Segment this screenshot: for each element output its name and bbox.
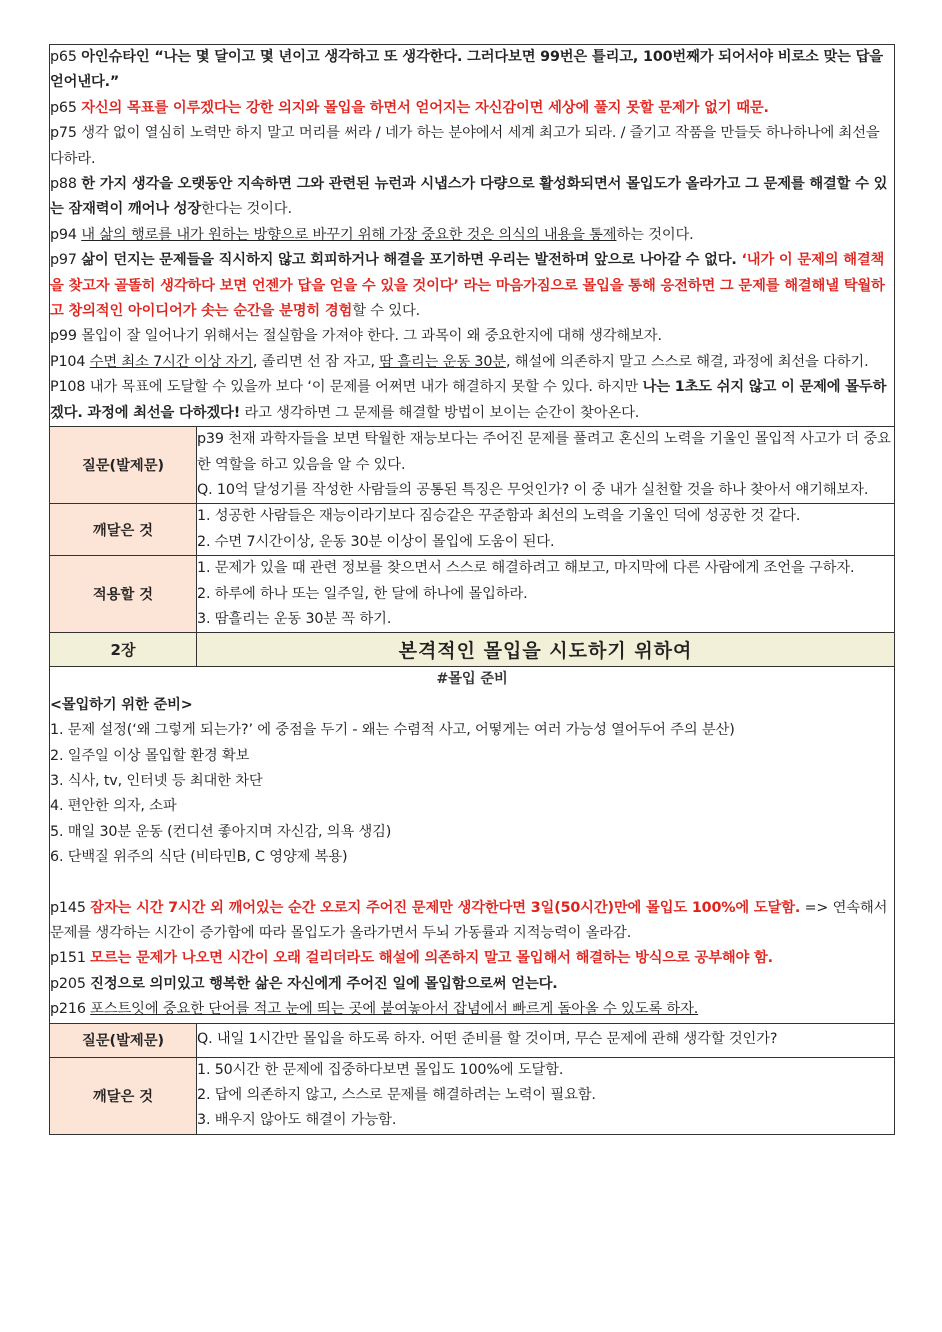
list-item: 3. 식사, tv, 인터넷 등 최대한 차단 (50, 772, 263, 789)
note-p88: p88 한 가지 생각을 오랫동안 지속하면 그와 관련된 뉴런과 시냅스가 다량으로 활성화되면서 몰입도가 올라가고 그 문제를 해결할 수 있는 잠재력이 깨어나 성장한다는 것이다. (50, 176, 888, 218)
apply-label: 적용할 것 (50, 556, 197, 633)
list-item: 1. 성공한 사람들은 재능이라기보다 짐승같은 꾸준함과 최선의 노력을 기울인 덕에 성공한 것 같다. (197, 508, 801, 525)
note-p65b: p65 자신의 목표를 이루겠다는 강한 의지와 몰입을 하면서 얻어지는 자신감이면 세상에 풀지 못할 문제가 없기 때문. (50, 99, 769, 116)
question-label: 질문(발제문) (50, 1023, 197, 1057)
chapter-notes-cell (50, 667, 895, 1023)
note-p145: p145 잠자는 시간 7시간 외 깨어있는 순간 오로지 주어진 문제만 생각한다면 3일(50시간)만에 몰입도 100%에 도달함. => 연속해서 문제를 생각하는 시간이 증가함에 따라 몰입도가 올라가면서 두뇌 가동률과 지적능력이 올라감. (50, 899, 888, 941)
realization-content (197, 1057, 895, 1134)
list-item: 2. 수면 7시간이상, 운동 30분 이상이 몰입에 도움이 된다. (197, 533, 555, 550)
list-item: 2. 일주일 이상 몰입할 환경 확보 (50, 747, 250, 764)
list-item: 3. 배우지 않아도 해결이 가능함. (197, 1112, 397, 1129)
question-label: 질문(발제문) (50, 427, 197, 504)
note-p151: p151 모르는 문제가 나오면 시간이 오래 걸리더라도 해설에 의존하지 말고 몰입해서 해결하는 방식으로 공부해야 함. (50, 950, 773, 967)
realization-label: 깨달은 것 (50, 1057, 197, 1134)
question-text: Q. 10억 달성기를 작성한 사람들의 공통된 특징은 무엇인가? 이 중 내가 실천할 것을 하나 찾아서 얘기해보자. (197, 481, 869, 498)
question-row-1 (50, 427, 895, 504)
list-item: 3. 땀흘리는 운동 30분 꼭 하기. (197, 610, 392, 627)
top-notes-row (50, 45, 895, 427)
note-p104: P104 수면 최소 7시간 이상 자기, 졸리면 선 잠 자고, 땀 흘리는 운동 30분, 해설에 의존하지 말고 스스로 해결, 과정에 최선을 다하기. (50, 353, 869, 370)
list-item: 6. 단백질 위주의 식단 (비타민B, C 영양제 복용) (50, 849, 348, 866)
chapter-row (50, 633, 895, 667)
apply-row (50, 556, 895, 633)
chapter-label: 2장 (50, 633, 197, 667)
list-item: 1. 50시간 한 문제에 집중하다보면 몰입도 100%에 도달함. (197, 1061, 564, 1078)
question-content (197, 427, 895, 504)
list-item: 1. 문제 설정(‘왜 그렇게 되는가?’ 에 중점을 두기 - 왜는 수렴적 사고, 어떻게는 여러 가능성 열어두어 주의 분산) (50, 722, 735, 739)
note-p75: p75 생각 없이 열심히 노력만 하지 말고 머리를 써라 / 네가 하는 분야에서 세계 최고가 되라. / 즐기고 작품을 만들듯 하나하나에 최선을 다하라. (50, 125, 880, 167)
realization-row-1 (50, 504, 895, 556)
list-item: 4. 편안한 의자, 소파 (50, 798, 177, 815)
note-p99: p99 몰입이 잘 일어나기 위해서는 절실함을 가져야 한다. 그 과목이 왜 중요한지에 대해 생각해보자. (50, 328, 662, 345)
list-item: 2. 답에 의존하지 않고, 스스로 문제를 해결하려는 노력이 필요함. (197, 1087, 596, 1104)
note-p108: P108 내가 목표에 도달할 수 있을까 보다 ‘이 문제를 어쩌면 내가 해결하지 못할 수 있다. 하지만 나는 1초도 쉬지 않고 이 문제에 몰두하겠다. 과정에 최선을 다하겠다! 라고 생각하면 그 문제를 해결할 방법이 보이는 순간이 찾아온다. (50, 379, 887, 421)
spacer (50, 871, 894, 896)
note-p97: p97 삶이 던지는 문제들을 직시하지 않고 회피하거나 해결을 포기하면 우리는 발전하며 앞으로 나아갈 수 없다. ‘내가 이 문제의 해결책을 찾고자 골똘히 생각하다 보면 언젠가 답을 얻을 수 있을 것이다’ 라는 마음가짐으로 몰입을 통해 응전하면 그 문제를 해결해낼 탁월하고 창의적인 아이디어가 솟는 순간을 분명히 경험할 수 있다. (50, 252, 885, 320)
section-heading: <몰입하기 위한 준비> (50, 696, 193, 713)
list-item: 5. 매일 30분 운동 (컨디션 좋아지며 자신감, 의욕 생김) (50, 823, 392, 840)
chapter-title: 본격적인 몰입을 시도하기 위하여 (197, 633, 895, 667)
apply-content (197, 556, 895, 633)
question-context: p39 천재 과학자들을 보면 탁월한 재능보다는 주어진 문제를 풀려고 혼신의 노력을 기울인 몰입적 사고가 더 중요한 역할을 하고 있음을 알 수 있다. (197, 431, 891, 473)
realization-label: 깨달은 것 (50, 504, 197, 556)
note-p65a: p65 아인슈타인 “나는 몇 달이고 몇 년이고 생각하고 또 생각한다. 그러다보면 99번은 틀리고, 100번째가 되어서야 비로소 맞는 답을 얻어낸다.” (50, 49, 883, 91)
note-p216: p216 포스트잇에 중요한 단어를 적고 눈에 띄는 곳에 붙여놓아서 잡념에서 빠르게 돌아올 수 있도록 하자. (50, 1001, 699, 1018)
realization-content (197, 504, 895, 556)
note-p94: p94 내 삶의 행로를 내가 원하는 방향으로 바꾸기 위해 가장 중요한 것은 의식의 내용을 통제하는 것이다. (50, 226, 694, 243)
list-item: 1. 문제가 있을 때 관련 정보를 찾으면서 스스로 해결하려고 해보고, 마지막에 다른 사람에게 조언을 구하자. (197, 560, 855, 577)
reading-notes-table (49, 44, 895, 1135)
realization-row-2 (50, 1057, 895, 1134)
section-hashtag: #몰입 준비 (436, 671, 508, 688)
list-item: 2. 하루에 하나 또는 일주일, 한 달에 하나에 몰입하라. (197, 585, 528, 602)
question-content: Q. 내일 1시간만 몰입을 하도록 하자. 어떤 준비를 할 것이며, 무슨 문제에 관해 생각할 것인가? (197, 1023, 895, 1057)
top-notes-cell (50, 45, 895, 427)
chapter-notes-row (50, 667, 895, 1023)
note-p205: p205 진정으로 의미있고 행복한 삶은 자신에게 주어진 일에 몰입함으로써 얻는다. (50, 975, 558, 992)
question-row-2 (50, 1023, 895, 1057)
